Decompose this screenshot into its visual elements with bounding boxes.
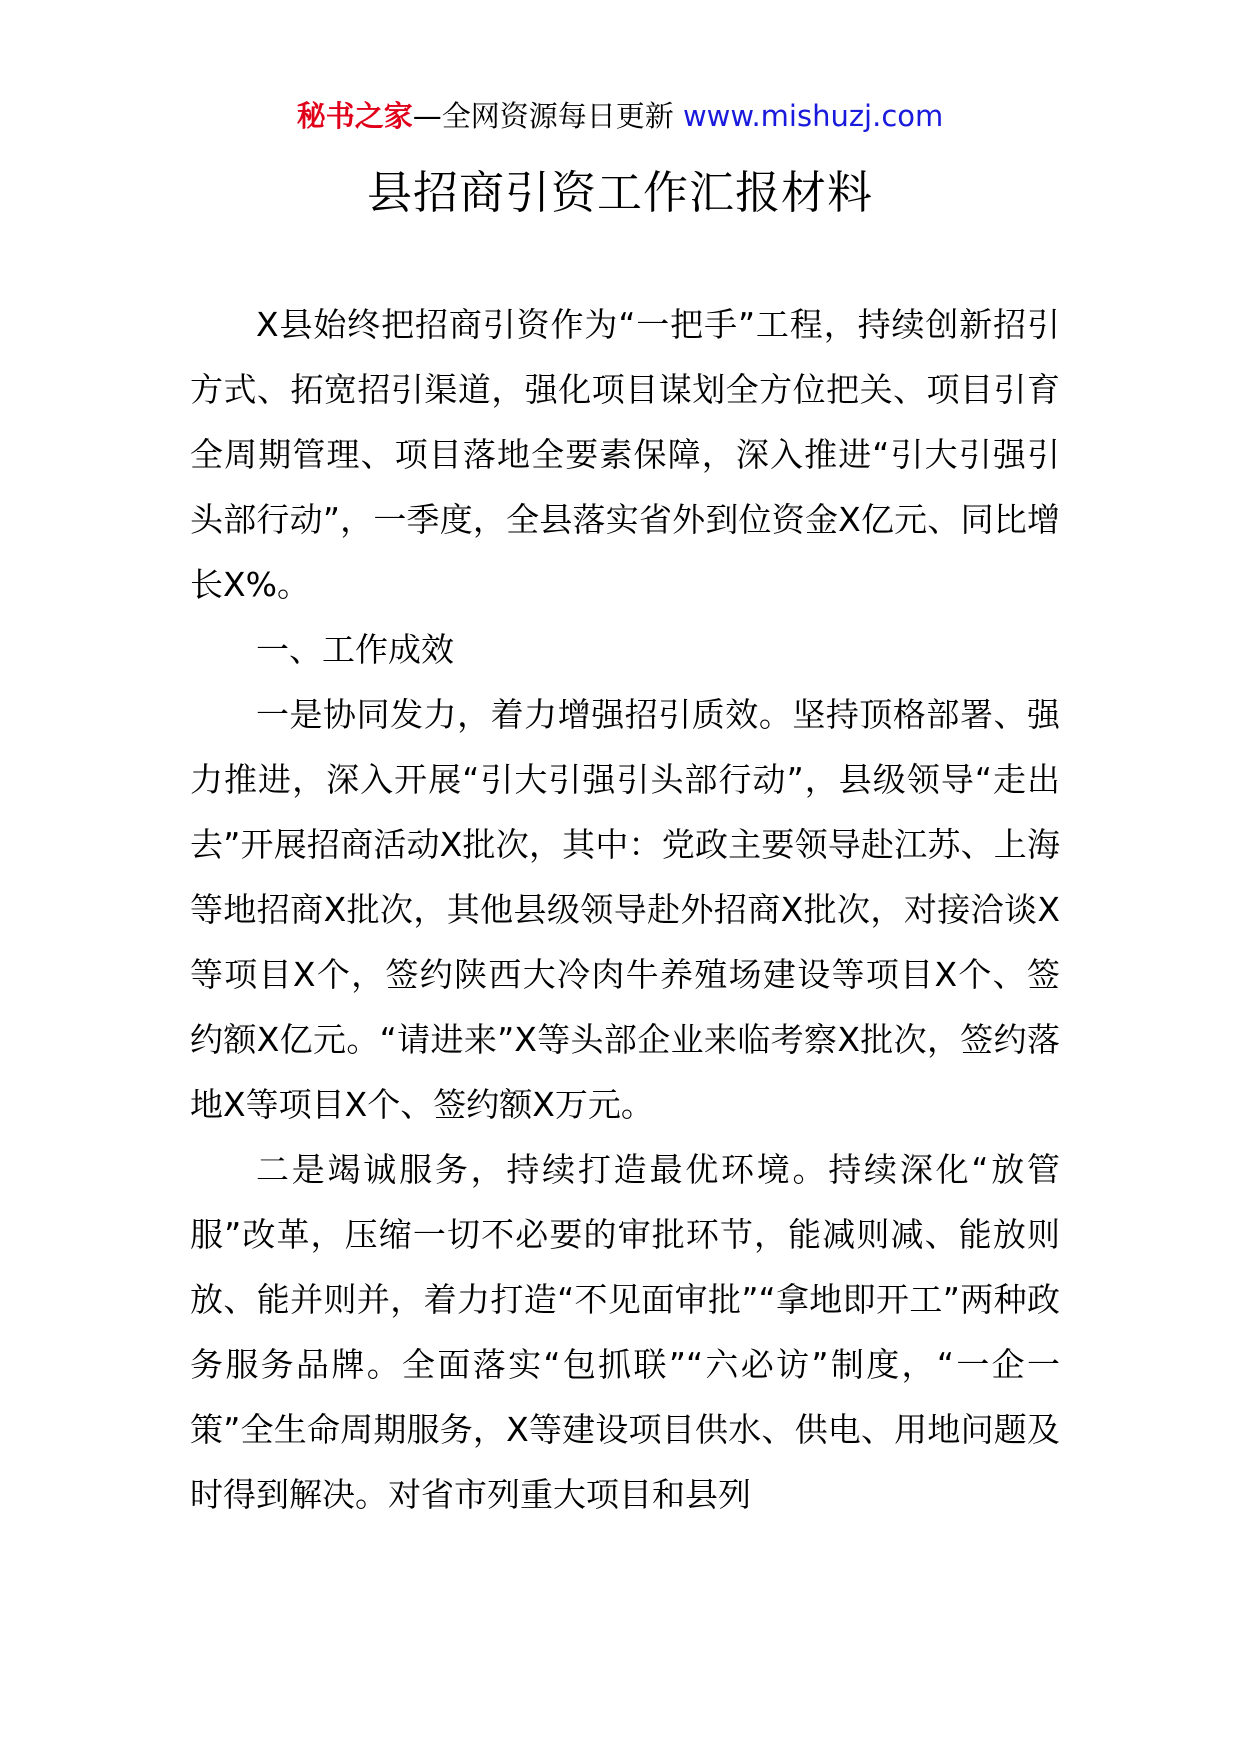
banner-tagline: —全网资源每日更新 xyxy=(412,99,674,133)
intro-paragraph: X县始终把招商引资作为“一把手”工程，持续创新招引方式、拓宽招引渠道，强化项目谋划全方位把关、项目引育全周期管理、项目落地全要素保障，深入推进“引大引强引头部行动”，一季度，全县落实省外到位资金X亿元、同比增长X%。 xyxy=(190,305,1060,604)
site-banner xyxy=(0,96,1240,136)
body-paragraph: 一是协同发力，着力增强招引质效。坚持顶格部署、强力推进，深入开展“引大引强引头部行动”，县级领导“走出去”开展招商活动X批次，其中：党政主要领导赴江苏、上海等地招商X批次，其他县级领导赴外招商X批次，对接洽谈X等项目X个，签约陕西大冷肉牛养殖场建设等项目X个、签约额X亿元。“请进来”X等头部企业来临考察X批次，签约落地X等项目X个、签约额X万元。 xyxy=(190,695,1060,1124)
document-body xyxy=(190,292,1060,1527)
body-paragraph: 二是竭诚服务，持续打造最优环境。持续深化“放管服”改革，压缩一切不必要的审批环节，能减则减、能放则放、能并则并，着力打造“不见面审批”“拿地即开工”两种政务服务品牌。全面落实“包抓联”“六必访”制度，“一企一策”全生命周期服务，X等建设项目供水、供电、用地问题及时得到解决。对省市列重大项目和县列 xyxy=(190,1150,1060,1514)
brand-name: 秘书之家 xyxy=(296,99,413,133)
banner-url-link[interactable]: www.mishuzj.com xyxy=(682,99,944,133)
document-title: 县招商引资工作汇报材料 xyxy=(366,166,873,219)
section-heading: 一、工作成效 xyxy=(256,630,454,669)
